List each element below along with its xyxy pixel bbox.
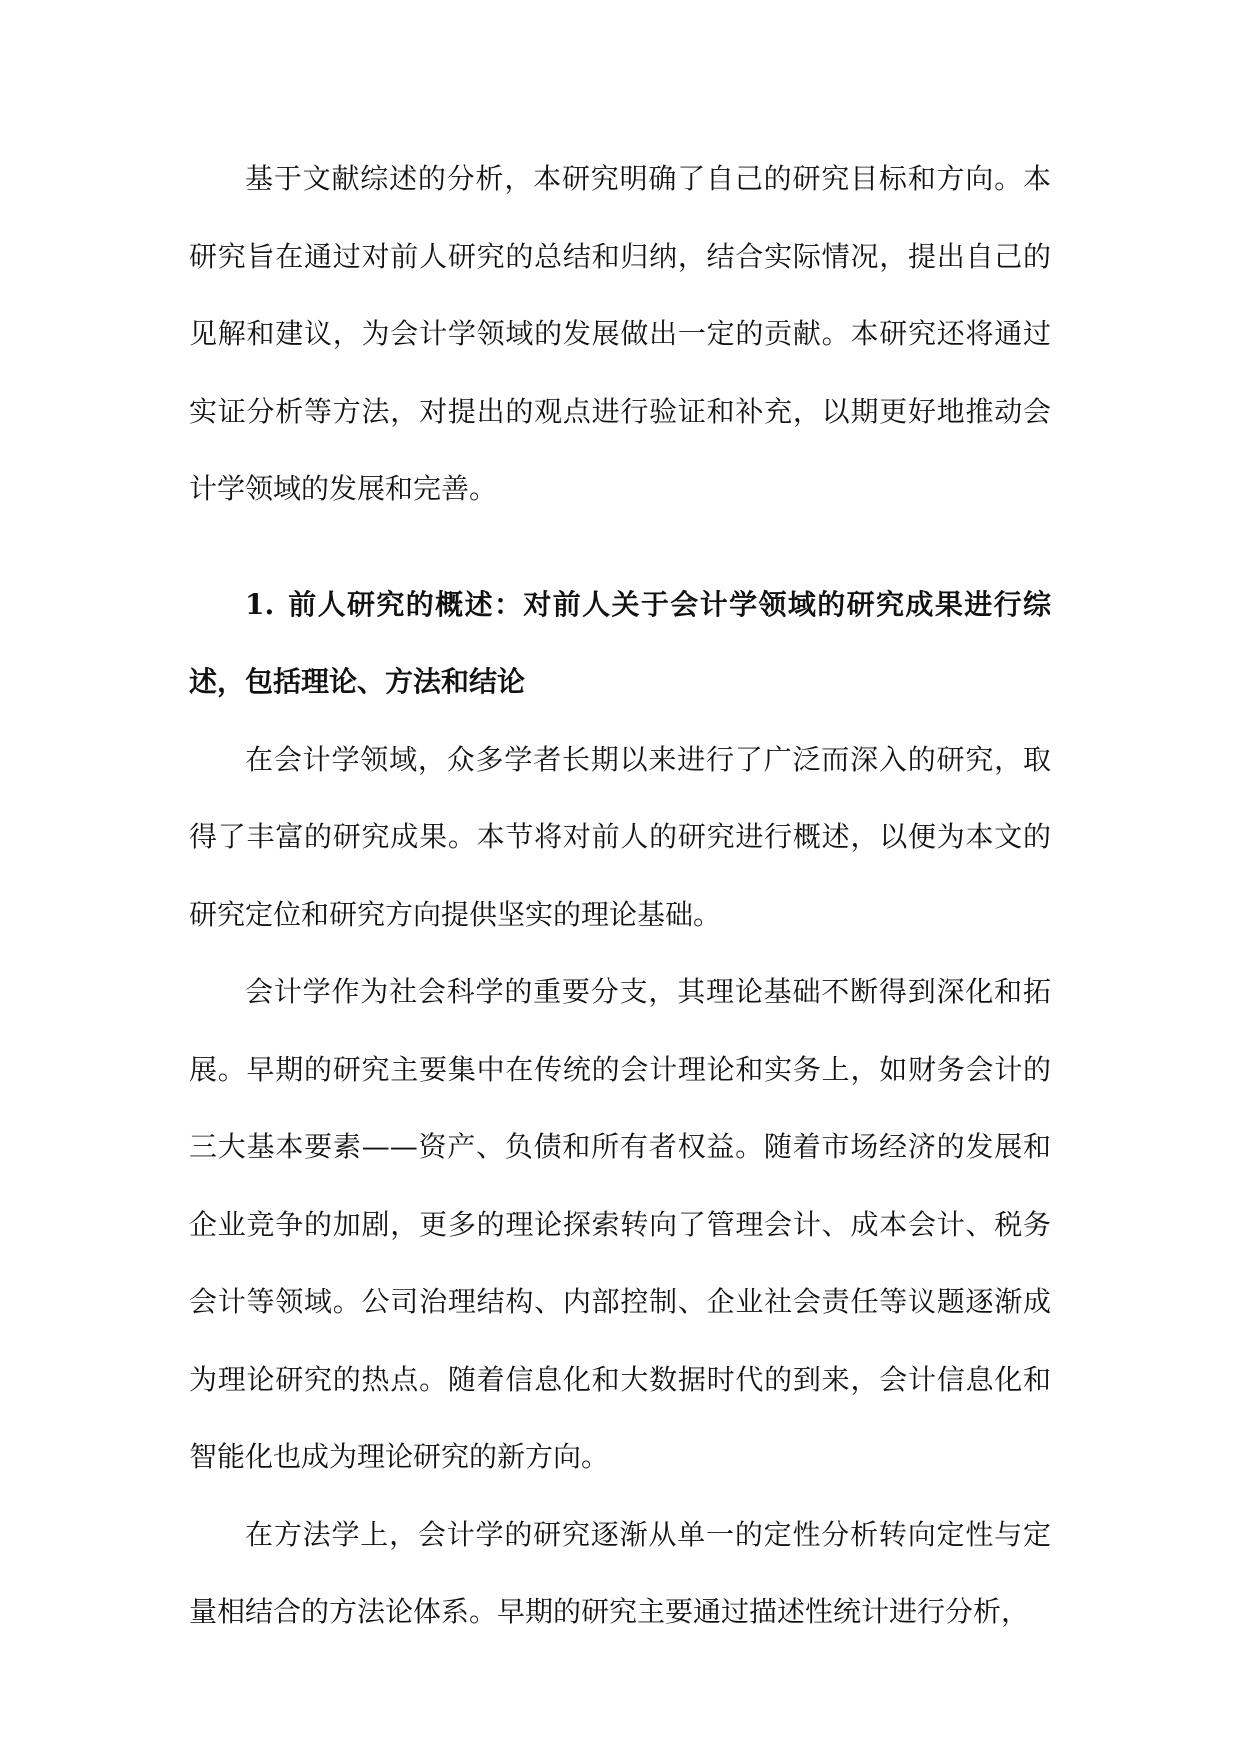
intro-paragraph: 基于文献综述的分析，本研究明确了自己的研究目标和方向。本研究旨在通过对前人研究的总结和归纳，结合实际情况，提出自己的见解和建议，为会计学领域的发展做出一定的贡献。本研究还将通过实证分析等方法，对提出的观点进行验证和补充，以期更好地推动会计学领域的发展和完善。 [189, 162, 1051, 505]
section-title: 前人研究的概述：对前人关于会计学领域的研究成果进行综述，包括理论、方法和结论 [189, 587, 1051, 698]
section-number: 1. [245, 587, 275, 621]
body-paragraph: 会计学作为社会科学的重要分支，其理论基础不断得到深化和拓展。早期的研究主要集中在传统的会计理论和实务上，如财务会计的三大基本要素——资产、负债和所有者权益。随着市场经济的发展和企业竞争的加剧，更多的理论探索转向了管理会计、成本会计、税务会计等领域。公司治理结构、内部控制、企业社会责任等议题逐渐成为理论研究的热点。随着信息化和大数据时代的到来，会计信息化和智能化也成为理论研究的新方向。 [189, 975, 1051, 1473]
body-paragraph: 在会计学领域，众多学者长期以来进行了广泛而深入的研究，取得了丰富的研究成果。本节将对前人的研究进行概述，以便为本文的研究定位和研究方向提供坚实的理论基础。 [189, 742, 1051, 931]
body-paragraph: 在方法学上，会计学的研究逐渐从单一的定性分析转向定性与定量相结合的方法论体系。早期的研究主要通过描述性统计进行分析， [189, 1517, 1051, 1628]
section-heading [189, 566, 1051, 721]
document-body [189, 140, 1051, 1651]
